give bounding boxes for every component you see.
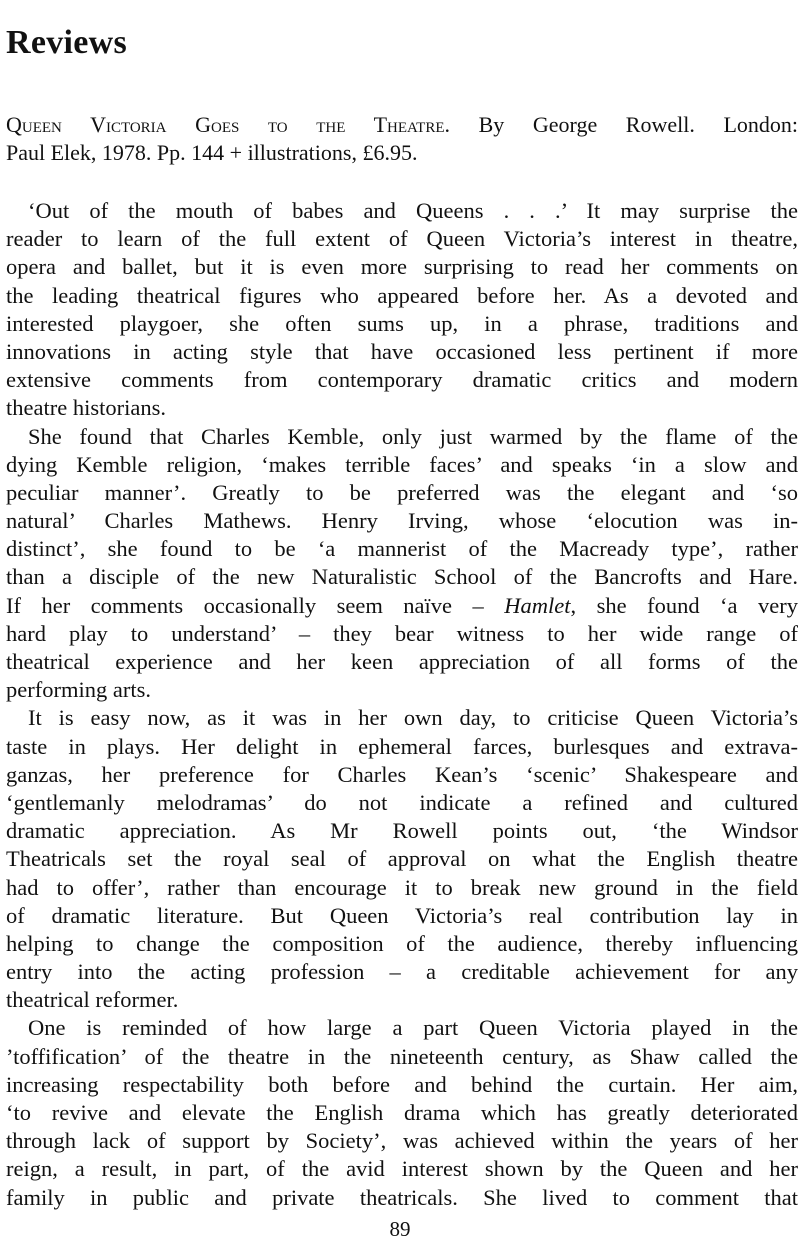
text-line: ‘Out of the mouth of babes and Queens . . .’ It may surprise the (28, 198, 798, 223)
text-line: ‘gentlemanly melodramas’ do not indicate a refined and cultured (6, 789, 798, 815)
citation-line-2: Paul Elek, 1978. Pp. 144 + illustrations, £6.95. (6, 140, 418, 165)
text-line: family in public and private theatricals. She lived to comment that (6, 1184, 798, 1210)
text-line: peculiar manner’. Greatly to be preferred was the elegant and ‘so (6, 479, 798, 505)
text-line: One is reminded of how large a part Queen Victoria played in the (28, 1015, 798, 1041)
text-line: She found that Charles Kemble, only just warmed by the flame of the (28, 423, 798, 449)
text-line: Theatricals set the royal seal of approval on what the English theatre (6, 846, 798, 872)
text-line: entry into the acting profession – a creditable achievement for any (6, 959, 798, 985)
text-line: ‘to revive and elevate the English drama which has greatly deteriorated (6, 1100, 798, 1125)
text-line: ganzas, her preference for Charles Kean’s ‘scenic’ Shakespeare and (6, 761, 798, 787)
text-line: theatrical reformer. (6, 987, 179, 1013)
review-body (6, 197, 798, 1212)
text-line: natural’ Charles Mathews. Henry Irving, whose ‘elocution was in- (6, 508, 798, 534)
text-line: dying Kemble religion, ‘makes terrible faces’ and speaks ‘in a slow and (6, 451, 798, 477)
text-line: interested playgoer, she often sums up, in a phrase, traditions and (6, 310, 798, 336)
text-line: reader to learn of the full extent of Queen Victoria’s interest in theatre, (6, 226, 798, 252)
text-line: of dramatic literature. But Queen Victoria’s real contribution lay in (6, 902, 798, 928)
book-title: Queen Victoria Goes to the Theatre. (6, 112, 451, 137)
text-line: distinct’, she found to be ‘a mannerist of the Macready type’, rather (6, 536, 798, 562)
section-title: Reviews (6, 23, 128, 61)
text-line-with-italic (6, 592, 798, 620)
text-line: theatrical experience and her keen appreciation of all forms of the (6, 649, 798, 674)
text-line: had to offer’, rather than encourage it to break new ground in the field (6, 874, 798, 900)
text-line: the leading theatrical figures who appeared before her. As a devoted and (6, 282, 798, 308)
text-line: extensive comments from contemporary dramatic critics and modern (6, 367, 798, 393)
author-publisher: By George Rowell. London: (478, 112, 798, 137)
text-line: through lack of support by Society’, was achieved within the years of her (6, 1128, 798, 1154)
page-number: 89 (389, 1217, 411, 1241)
text-line: taste in plays. Her delight in ephemeral farces, burlesques and extrava- (6, 733, 798, 759)
text-line: hard play to understand’ – they bear witness to her wide range of (6, 620, 798, 646)
italic-title-hamlet: Hamlet (504, 592, 571, 618)
citation-line-1 (6, 111, 798, 139)
text-segment: If her comments occasionally seem naïve – (6, 592, 505, 618)
text-line: It is easy now, as it was in her own day, to criticise Queen Victoria’s (28, 705, 798, 731)
text-segment: , she found ‘a very (570, 592, 798, 618)
text-line: innovations in acting style that have occasioned less pertinent if more (6, 338, 798, 364)
text-line: performing arts. (6, 677, 151, 703)
text-line: dramatic appreciation. As Mr Rowell points out, ‘the Windsor (6, 818, 798, 844)
text-line: ’toffification’ of the theatre in the nineteenth century, as Shaw called the (6, 1043, 798, 1069)
text-line: reign, a result, in part, of the avid interest shown by the Queen and her (6, 1156, 798, 1182)
text-line: helping to change the composition of the audience, thereby influencing (6, 930, 798, 956)
text-line: theatre historians. (6, 395, 166, 421)
text-line: than a disciple of the new Naturalistic School of the Bancrofts and Hare. (6, 564, 798, 590)
text-line: opera and ballet, but it is even more surprising to read her comments on (6, 254, 798, 280)
text-line: increasing respectability both before and behind the curtain. Her aim, (6, 1071, 798, 1097)
book-citation (6, 111, 798, 167)
